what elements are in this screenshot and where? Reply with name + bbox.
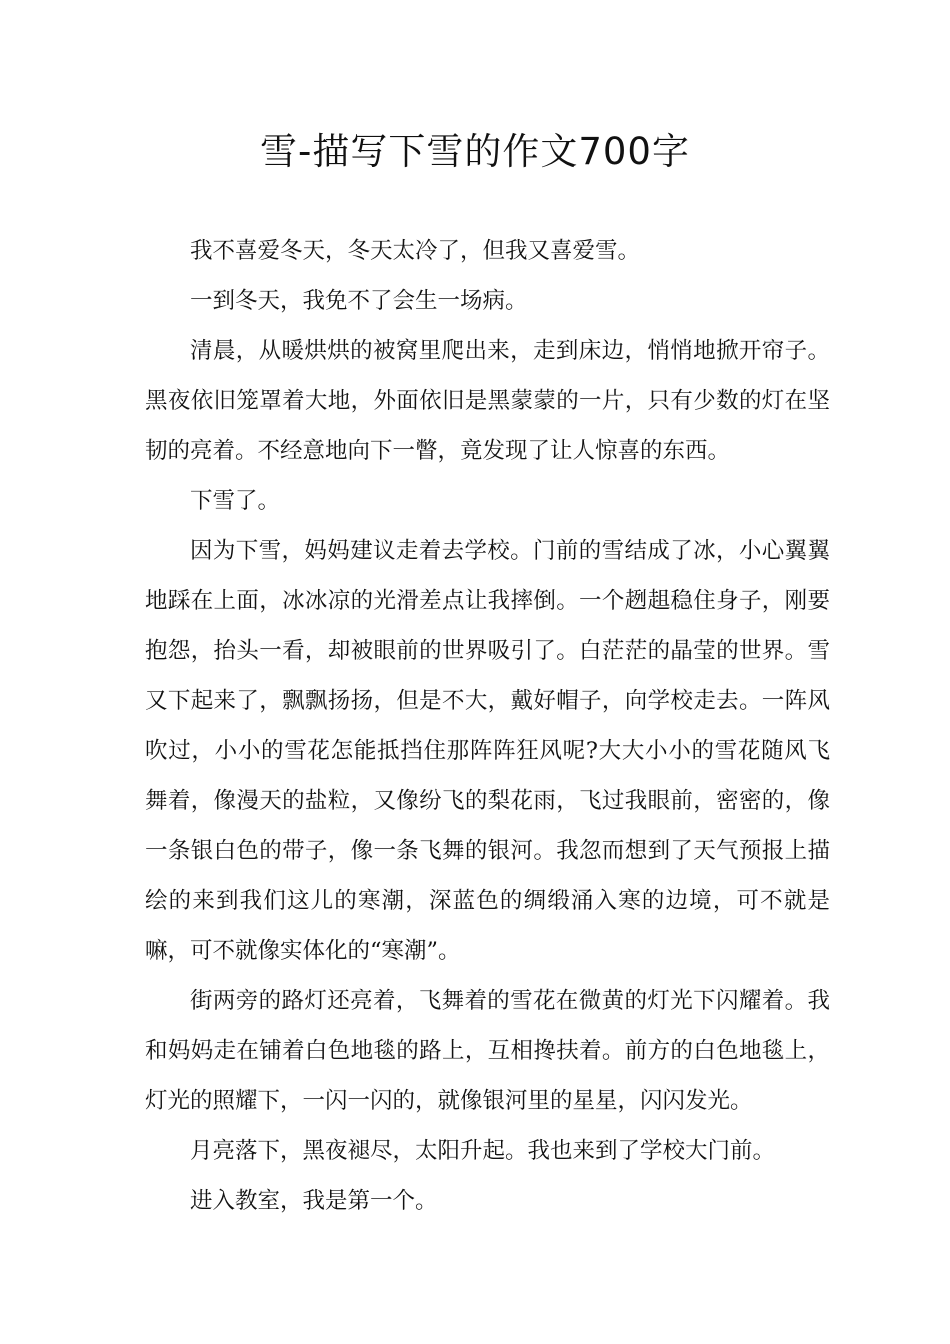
paragraph-3: 清晨，从暖烘烘的被窝里爬出来，走到床边，悄悄地掀开帘子。黑夜依旧笼罩着大地，外面依旧是黑蒙蒙的一片，只有少数的灯在坚韧的亮着。不经意地向下一瞥，竟发现了让人惊喜的东西。 <box>145 338 830 464</box>
paragraph-8: 进入教室，我是第一个。 <box>190 1188 438 1214</box>
paragraph-1: 我不喜爱冬天，冬天太冷了，但我又喜爱雪。 <box>190 238 641 264</box>
paragraph-6: 街两旁的路灯还亮着，飞舞着的雪花在微黄的灯光下闪耀着。我和妈妈走在铺着白色地毯的路上，互相搀扶着。前方的白色地毯上，灯光的照耀下，一闪一闪的，就像银河里的星星，闪闪发光。 <box>145 988 830 1114</box>
paragraph-4: 下雪了。 <box>190 488 281 514</box>
essay-body <box>145 226 830 1226</box>
paragraph-2: 一到冬天，我免不了会生一场病。 <box>190 288 528 314</box>
paragraph-5: 因为下雪，妈妈建议走着去学校。门前的雪结成了冰，小心翼翼地踩在上面，冰冰凉的光滑差点让我摔倒。一个趔趄稳住身子，刚要抱怨，抬头一看，却被眼前的世界吸引了。白茫茫的晶莹的世界。雪又下起来了，飘飘扬扬，但是不大，戴好帽子，向学校走去。一阵风吹过，小小的雪花怎能抵挡住那阵阵狂风呢?大大小小的雪花随风飞舞着，像漫天的盐粒，又像纷飞的梨花雨，飞过我眼前，密密的，像一条银白色的带子，像一条飞舞的银河。我忽而想到了天气预报上描绘的来到我们这儿的寒潮，深蓝色的绸缎涌入寒的边境，可不就是嘛，可不就像实体化的“寒潮”。 <box>145 538 830 964</box>
document-title: 雪-描写下雪的作文700字 <box>260 130 690 173</box>
paragraph-7: 月亮落下，黑夜褪尽，太阳升起。我也来到了学校大门前。 <box>190 1138 776 1164</box>
